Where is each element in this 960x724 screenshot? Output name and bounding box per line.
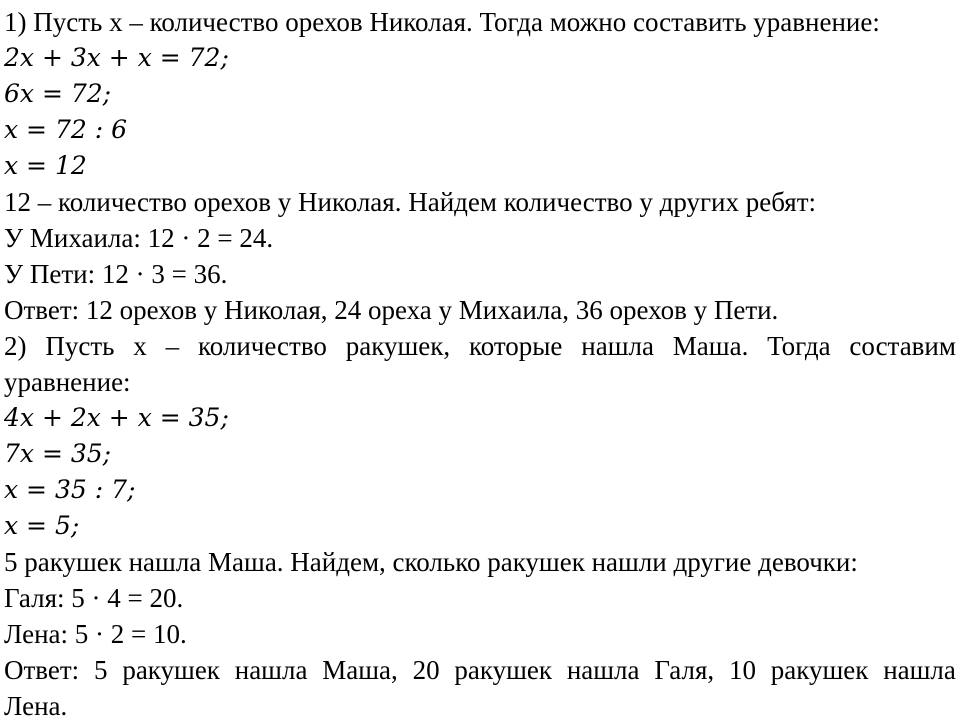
word: нашла xyxy=(234,655,308,685)
task2-intro xyxy=(4,328,956,364)
equation-6: 7x = 35; xyxy=(4,439,112,468)
word: нашла xyxy=(566,655,640,685)
equation-7: x = 35 : 7; xyxy=(4,475,136,504)
word: Ответ: xyxy=(4,655,80,685)
equation-2: 6x = 72; xyxy=(4,79,112,108)
word: которые xyxy=(468,331,563,361)
equation-8: x = 5; xyxy=(4,511,80,540)
task2-intro-cont: уравнение: xyxy=(4,367,131,397)
word: x xyxy=(133,331,147,361)
word: Галя, xyxy=(654,655,715,685)
word: – xyxy=(165,331,180,361)
word: ракушек xyxy=(770,655,869,685)
word: Маша. xyxy=(672,331,749,361)
galya-count: Галя: 5 · 4 = 20. xyxy=(4,583,184,613)
word: 20 xyxy=(412,655,440,685)
task2-result-text: 5 ракушек нашла Маша. Найдем, сколько ракушек нашли другие девочки: xyxy=(4,547,858,577)
word: Пусть xyxy=(45,331,115,361)
word: ракушек, xyxy=(345,331,451,361)
mikhail-count: У Михаила: 12 · 2 = 24. xyxy=(4,223,274,253)
equation-1: 2x + 3x + x = 72; xyxy=(4,43,229,72)
lena-count: Лена: 5 · 2 = 10. xyxy=(4,619,187,649)
word: 5 xyxy=(94,655,108,685)
equation-5: 4x + 2x + x = 35; xyxy=(4,403,229,432)
equation-4: x = 12 xyxy=(4,151,87,180)
task1-result-text: 12 – количество орехов у Николая. Найдем количество у других ребят: xyxy=(4,187,817,217)
word: 2) xyxy=(4,331,27,361)
answer-1: Ответ: 12 орехов у Николая, 24 ореха у Михаила, 36 орехов у Пети. xyxy=(4,295,779,325)
word: Маша, xyxy=(322,655,398,685)
word: Тогда xyxy=(767,331,831,361)
word: нашла xyxy=(883,655,956,685)
word: ракушек xyxy=(454,655,553,685)
word: 10 xyxy=(728,655,756,685)
answer-2 xyxy=(4,652,956,688)
petya-count: У Пети: 12 · 3 = 36. xyxy=(4,259,228,289)
word: ракушек xyxy=(122,655,220,685)
equation-3: x = 72 : 6 xyxy=(4,115,127,144)
task1-intro: 1) Пусть x – количество орехов Николая. Тогда можно составить уравнение: xyxy=(4,7,880,37)
word: нашла xyxy=(581,331,654,361)
word: количество xyxy=(197,331,327,361)
answer-2-cont: Лена. xyxy=(4,691,68,721)
word: составим xyxy=(849,331,956,361)
